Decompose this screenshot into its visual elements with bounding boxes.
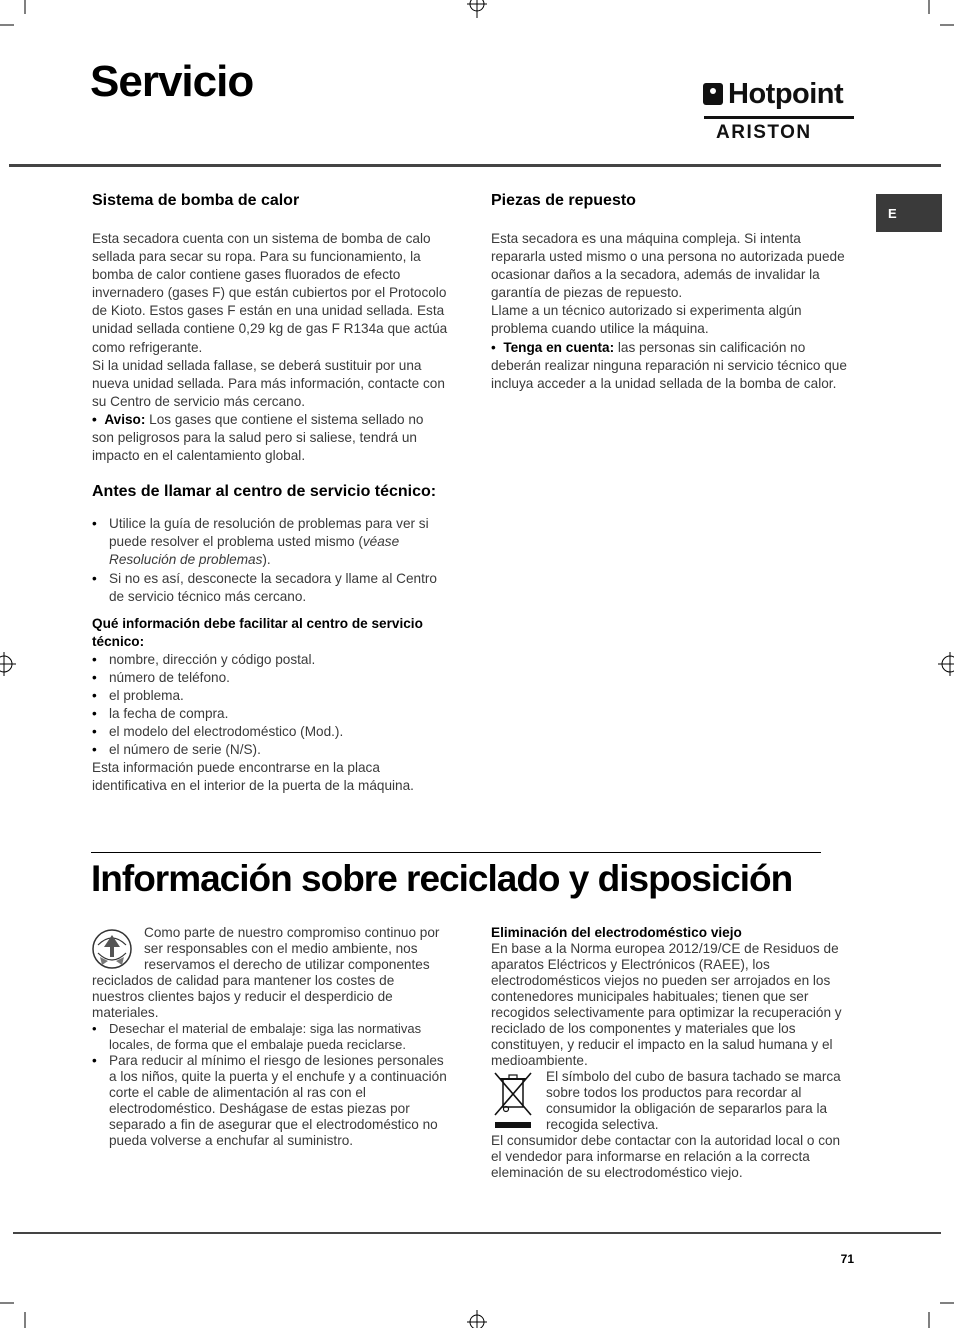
brand-logo <box>700 76 860 146</box>
bullet: • <box>92 411 105 427</box>
info-item: • la fecha de compra. <box>92 705 448 723</box>
before-call-item-end: ). <box>262 552 271 568</box>
recycle-item: • Para reducir al mínimo el riesgo de lesiones personales a los niños, quite la puerta y el enchufe y a continuación corte el cable de alimentación al ras con el electrodoméstico. Deshágase de estas piezas por separado a fin de asegurar que el electrodoméstico no pueda volverse a enchufar al suministro. <box>92 1053 448 1149</box>
note-label: Tenga en cuenta: <box>503 339 615 355</box>
recycle-right <box>491 925 847 1181</box>
old-appliance-body: En base a la Norma europea 2012/19/CE de Residuos de aparatos Eléctricos y Electrónicos (RAEE), los electrodomésticos viejos no pueden ser arrojados en los contenedores municipales habituales; tienen que ser recogidos selectivamente para optimizar la recuperación y reciclado de los componentes y materiales que los constituyen, y reducir el impacto en la salud humana y el medioambiente. <box>491 941 842 1068</box>
section2-rule <box>91 852 821 853</box>
footer-rule <box>13 1232 941 1234</box>
crossed-bin-icon <box>491 1069 535 1131</box>
recycle-item: • Desechar el material de embalaje: siga las normativas locales, de forma que el embalaje pueda reciclarse. <box>92 1021 448 1053</box>
bin-block <box>491 1069 847 1133</box>
info-item: • el número de serie (N/S). <box>92 741 448 759</box>
info-heading: Qué información debe facilitar al centro de servicio técnico: <box>92 615 423 649</box>
info-item: • el modelo del electrodoméstico (Mod.). <box>92 723 448 741</box>
section2-title: Información sobre reciclado y disposición <box>91 858 793 899</box>
before-call-heading: Antes de llamar al centro de servicio técnico: <box>92 483 437 501</box>
bullet: • <box>491 339 504 355</box>
info-item: • nombre, dirección y código postal. <box>92 651 448 669</box>
before-call-item <box>92 515 448 569</box>
info-item: • el problema. <box>92 687 448 705</box>
heat-pump-heading: Sistema de bomba de calor <box>92 192 300 209</box>
right-column <box>491 192 847 393</box>
before-call-item-text: Utilice la guía de resolución de problemas para ver si puede resolver el problema usted mismo ( <box>109 516 429 550</box>
recycle-intro: Como parte de nuestro compromiso continuo por ser responsables con el medio ambiente, nos reservamos el derecho de utilizar componentes reciclados de calidad para mantener los costes de nuestros clientes bajos y reducir el desperdicio de materiales. <box>92 925 440 1020</box>
left-column <box>92 192 448 795</box>
heat-pump-body: Esta secadora cuenta con un sistema de bomba de calo sellada para secar su ropa. Para su funcionamiento, la bomba de calor contiene gases fluorados de efecto invernadero (gases F) que están cubiertos por el Protocolo de Kioto. Estos gases F están en una unidad sellada. Esta unidad sellada contiene 0,29 kg de gas F R134a que actúa como refrigerante. <box>92 231 448 355</box>
before-call-item: • Si no es así, desconecte la secadora y llame al Centro de servicio técnico más cercano. <box>92 570 448 606</box>
recycle-left <box>92 925 448 1149</box>
note-item <box>491 339 847 393</box>
spare-parts-heading: Piezas de repuesto <box>491 192 636 209</box>
warning-item <box>92 411 448 465</box>
brand-name: Hotpoint <box>728 78 844 110</box>
info-item: • número de teléfono. <box>92 669 448 687</box>
troubleshooting-ref: véase Resolución de problemas <box>109 534 400 568</box>
page-number: 71 <box>840 1252 854 1266</box>
spare-parts-body: Esta secadora es una máquina compleja. Si intenta repararla usted mismo o una persona no autorizada puede ocasionar daños a la secadora, además de invalidar la garantía de piezas de repuesto. <box>491 231 845 301</box>
language-tab: E <box>876 194 942 232</box>
warning-label: Aviso: <box>104 411 146 427</box>
page-title: Servicio <box>90 57 254 106</box>
recycle-globe-icon <box>90 927 134 971</box>
info-footer: Esta información puede encontrarse en la placa identificativa en el interior de la puerta de la máquina. <box>92 760 414 794</box>
header-rule <box>9 164 941 167</box>
hotpoint-logo-icon <box>702 82 724 106</box>
bin-text: El símbolo del cubo de basura tachado se marca sobre todos los productos para recordar al consumidor la obligación de separarlos para la recogida selectiva. <box>546 1069 841 1132</box>
note-text: las personas sin calificación no deberán realizar ninguna reparación ni servicio técnico que incluya acceder a la unidad sellada de la bomba de calor. <box>491 339 847 391</box>
final-text: El consumidor debe contactar con la autoridad local o con el vendedor para informarse en relación a la correcta eleminación de su electrodoméstico viejo. <box>491 1133 841 1180</box>
heat-pump-body2: Si la unidad sellada fallase, se deberá sustituir por una nueva unidad sellada. Para más información, contacte con su Centro de servicio más cercano. <box>92 357 445 409</box>
brand-rule <box>704 116 854 119</box>
spare-parts-body2: Llame a un técnico autorizado si experimenta algún problema cuando utilice la máquina. <box>491 303 802 337</box>
old-appliance-heading: Eliminación del electrodoméstico viejo <box>491 925 742 940</box>
brand-sub: ARISTON <box>716 122 812 143</box>
warning-text: Los gases que contiene el sistema sellado no son peligrosos para la salud pero si saliese, tendrá un impacto en el calentamiento global. <box>92 411 424 464</box>
